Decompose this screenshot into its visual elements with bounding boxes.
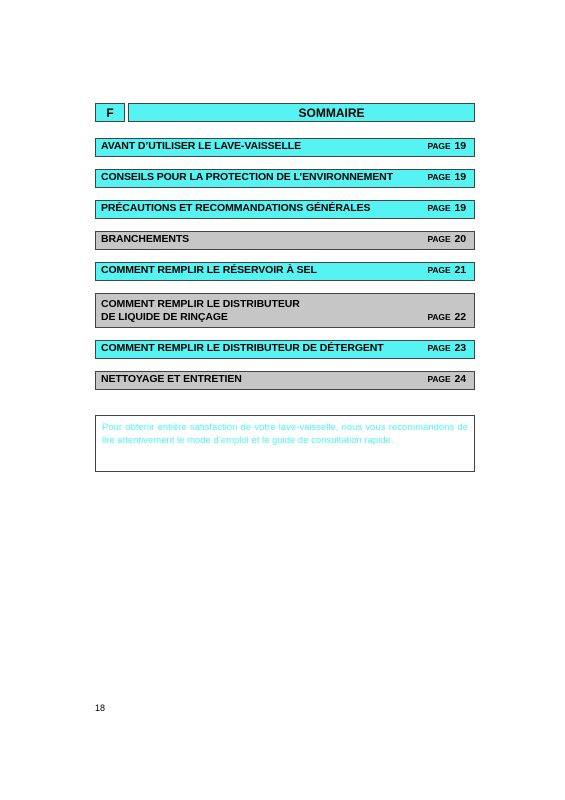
toc-item-nettoyage: NETTOYAGE ET ENTRETIEN PAGE 24	[95, 371, 475, 390]
toc-item-precautions: PRÉCAUTIONS ET RECOMMANDATIONS GÉNÉRALES PAGE 19	[95, 200, 475, 219]
toc-item-detergent: COMMENT REMPLIR LE DISTRIBUTEUR DE DÉTERGENT PAGE 23	[95, 340, 475, 359]
page-number: 18	[95, 703, 106, 713]
page-title: SOMMAIRE	[128, 103, 475, 122]
toc-item-liquide-rincage: COMMENT REMPLIR LE DISTRIBUTEUR DE LIQUIDE DE RINÇAGE PAGE 22	[95, 293, 475, 328]
toc-header	[95, 103, 475, 122]
advice-note: Pour obtenir entière satisfaction de votre lave-vaisselle, nous vous recommandons de lire attentivement le mode d’emploi et le guide de consultation rapide.	[95, 415, 475, 472]
toc-item-branchements: BRANCHEMENTS PAGE 20	[95, 231, 475, 250]
toc-item-conseils-environnement: CONSEILS POUR LA PROTECTION DE L’ENVIRONNEMENT PAGE 19	[95, 169, 475, 188]
language-code: F	[95, 103, 125, 122]
toc-item-reservoir-sel: COMMENT REMPLIR LE RÉSERVOIR À SEL PAGE 21	[95, 262, 475, 281]
toc-item-avant-utiliser: AVANT D’UTILISER LE LAVE-VAISSELLE PAGE 19	[95, 138, 475, 157]
